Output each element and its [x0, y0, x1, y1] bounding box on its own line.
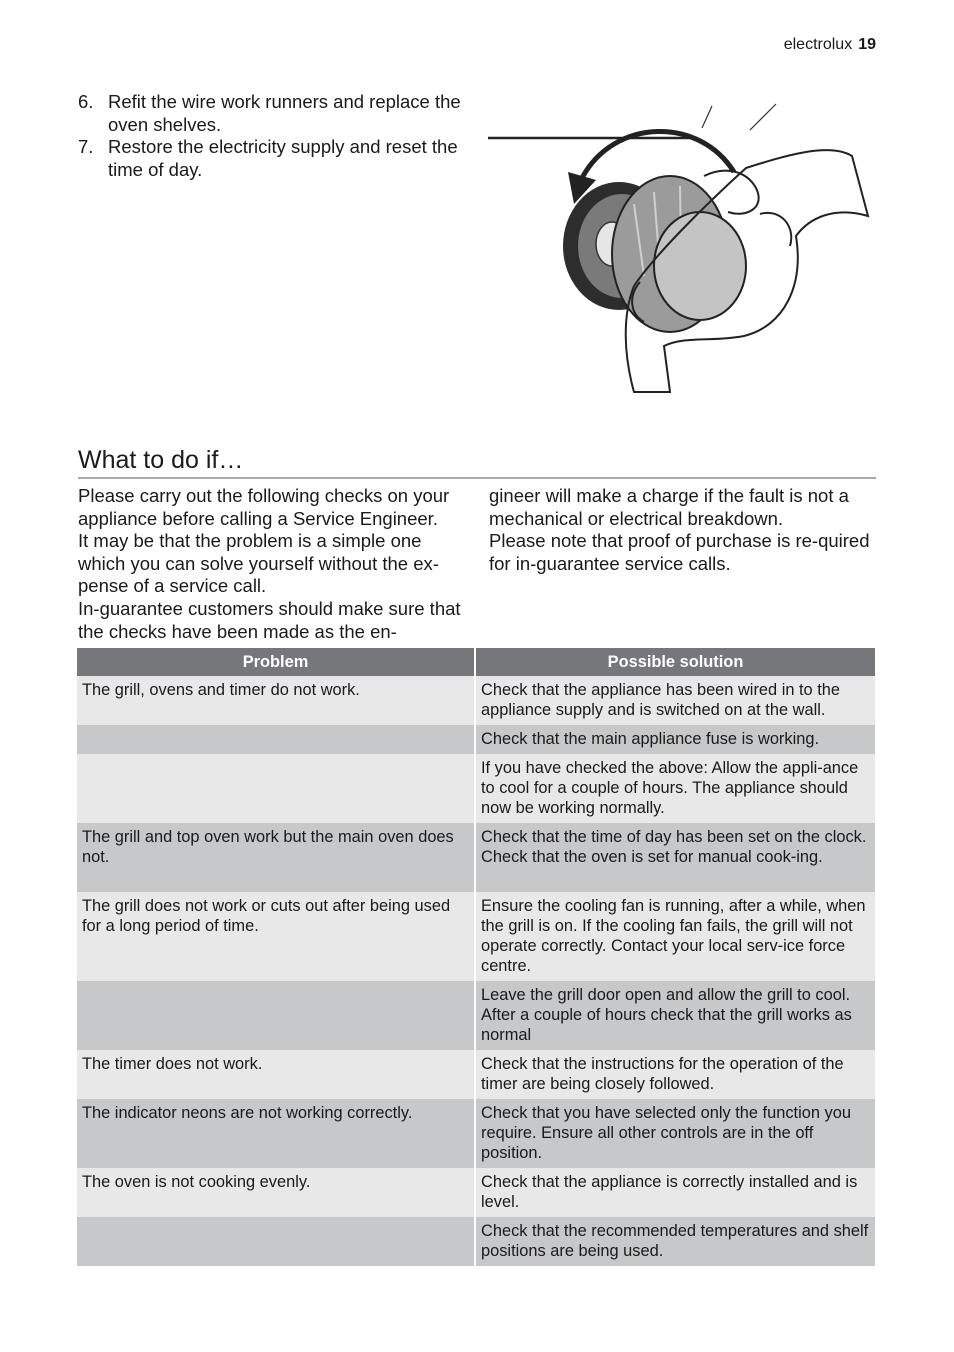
intro-paragraph: Please note that proof of purchase is re-quired for in-guarantee service calls.	[489, 530, 870, 574]
table-row	[77, 1168, 875, 1217]
step-text: Restore the electricity supply and reset the time of day.	[108, 136, 458, 180]
solution-cell: Check that the main appliance fuse is working.	[475, 725, 875, 754]
title-divider	[78, 477, 876, 479]
intro-paragraph: In-guarantee customers should make sure that the checks have been made as the en-	[78, 597, 461, 642]
intro-right-column	[489, 485, 881, 575]
steps-list	[78, 91, 468, 181]
column-header-solution: Possible solution	[475, 648, 875, 676]
solution-cell: Ensure the cooling fan is running, after a while, when the grill is on. If the cooling fan fails, the grill will not operate correctly. Contact your local serv-ice force centre.	[475, 892, 875, 981]
table-header-row	[77, 648, 875, 676]
solution-cell: Check that the recommended temperatures and shelf positions are being used.	[475, 1217, 875, 1266]
solution-cell: Check that the instructions for the operation of the timer are being closely followed.	[475, 1050, 875, 1099]
problem-cell	[77, 754, 475, 823]
solution-cell: Leave the grill door open and allow the grill to cool. After a couple of hours check that the grill works as normal	[475, 981, 875, 1050]
step-number: 6.	[78, 91, 94, 112]
problem-cell	[77, 981, 475, 1050]
page-header	[784, 36, 876, 54]
intro-paragraph: It may be that the problem is a simple one which you can solve yourself without the ex-pense of a service call.	[78, 530, 439, 597]
column-header-problem: Problem	[77, 648, 475, 676]
brand-name: electrolux	[783, 36, 853, 53]
list-item	[78, 136, 468, 181]
table-row	[77, 1099, 875, 1168]
problem-cell: The timer does not work.	[77, 1050, 475, 1099]
solution-cell: Check that the time of day has been set on the clock. Check that the oven is set for manual cook-ing.	[475, 823, 875, 892]
intro-left-column	[78, 485, 470, 643]
hand-turning-lamp-cover-icon	[484, 96, 874, 396]
solution-cell: If you have checked the above: Allow the appli-ance to cool for a couple of hours. The appliance should now be working normally.	[475, 754, 875, 823]
problem-cell: The grill, ovens and timer do not work.	[77, 676, 475, 725]
table-row	[77, 823, 875, 892]
problem-cell	[77, 1217, 475, 1266]
troubleshooting-table	[77, 648, 875, 1266]
page-number: 19	[858, 36, 876, 53]
solution-cell: Check that the appliance is correctly installed and is level.	[475, 1168, 875, 1217]
table-row	[77, 892, 875, 981]
step-number: 7.	[78, 136, 94, 157]
table-row	[77, 981, 875, 1050]
table-row	[77, 1050, 875, 1099]
problem-cell: The oven is not cooking evenly.	[77, 1168, 475, 1217]
section-title: What to do if…	[78, 446, 244, 474]
step-text: Refit the wire work runners and replace the oven shelves.	[108, 91, 461, 135]
table-row	[77, 725, 875, 754]
table-row	[77, 676, 875, 725]
solution-cell: Check that you have selected only the function you require. Ensure all other controls are in the off position.	[475, 1099, 875, 1168]
table-row	[77, 754, 875, 823]
problem-cell: The grill does not work or cuts out after being used for a long period of time.	[77, 892, 475, 981]
list-item	[78, 91, 468, 136]
problem-cell	[77, 725, 475, 754]
solution-cell: Check that the appliance has been wired in to the appliance supply and is switched on at the wall.	[475, 676, 875, 725]
intro-paragraph: gineer will make a charge if the fault is not a mechanical or electrical breakdown.	[489, 485, 849, 529]
problem-cell: The grill and top oven work but the main oven does not.	[77, 823, 475, 892]
problem-cell: The indicator neons are not working correctly.	[77, 1099, 475, 1168]
table-row	[77, 1217, 875, 1266]
intro-paragraph: Please carry out the following checks on your appliance before calling a Service Engineer.	[78, 485, 450, 529]
